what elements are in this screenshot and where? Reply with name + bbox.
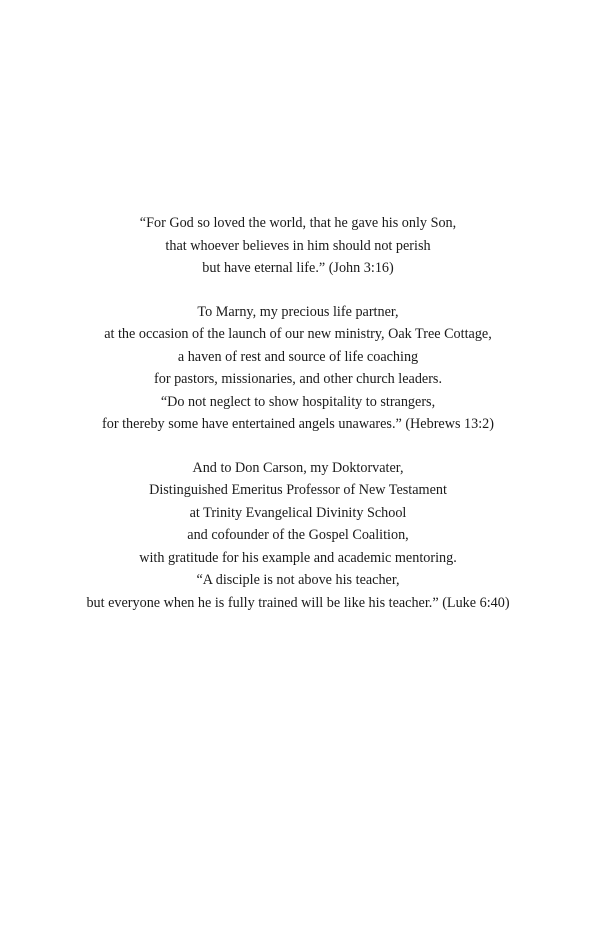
dedication-line: and cofounder of the Gospel Coalition,	[187, 527, 409, 543]
dedication-paragraph-carson	[0, 457, 596, 615]
dedication-text	[0, 212, 596, 635]
dedication-line: but have eternal life.” (John 3:16)	[202, 260, 394, 276]
dedication-paragraph-marny	[0, 301, 596, 436]
dedication-line: with gratitude for his example and academic mentoring.	[139, 549, 457, 566]
dedication-line: Distinguished Emeritus Professor of New Testament	[149, 482, 447, 498]
dedication-line: for pastors, missionaries, and other church leaders.	[154, 371, 442, 387]
dedication-line: To Marny, my precious life partner,	[197, 303, 399, 320]
dedication-paragraph-john	[0, 212, 596, 280]
dedication-line: “Do not neglect to show hospitality to strangers,	[160, 393, 436, 410]
dedication-line: for thereby some have entertained angels unawares.” (Hebrews 13:2)	[102, 416, 494, 432]
dedication-line: but everyone when he is fully trained will be like his teacher.” (Luke 6:40)	[86, 594, 510, 611]
dedication-line: at the occasion of the launch of our new ministry, Oak Tree Cottage,	[104, 326, 492, 342]
dedication-line: And to Don Carson, my Doktorvater,	[192, 459, 404, 476]
dedication-line: a haven of rest and source of life coaching	[177, 348, 419, 365]
dedication-line: at Trinity Evangelical Divinity School	[189, 504, 407, 521]
dedication-line: “For God so loved the world, that he gave his only Son,	[139, 215, 457, 231]
dedication-line: that whoever believes in him should not perish	[165, 237, 431, 254]
dedication-line: “A disciple is not above his teacher,	[196, 572, 400, 588]
